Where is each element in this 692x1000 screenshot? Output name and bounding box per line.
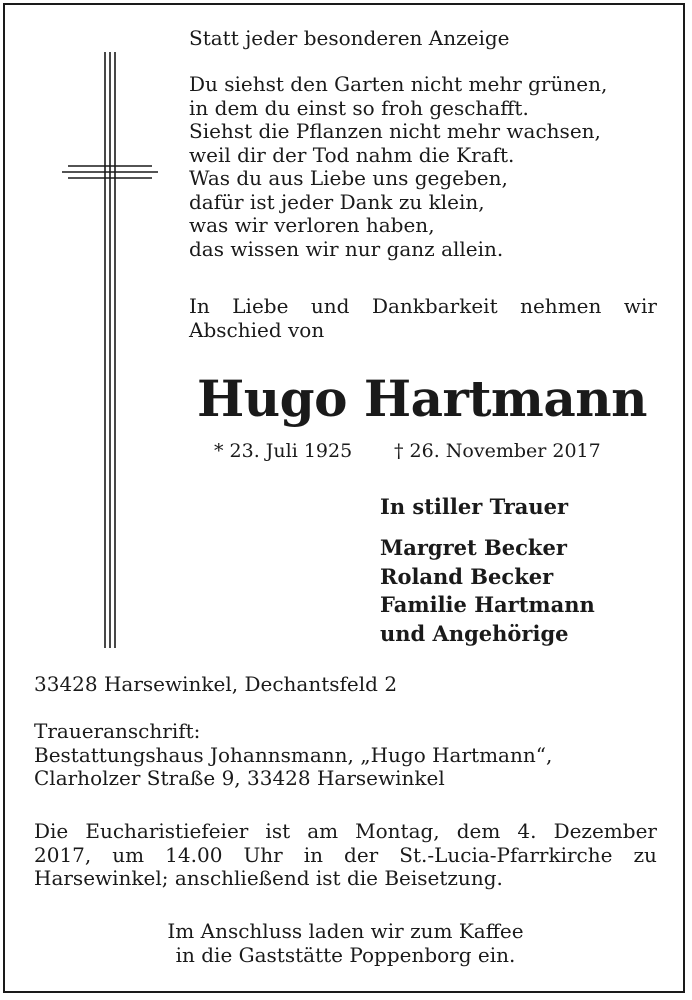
- service-line-1: Die Eucharistiefeier ist am Montag, dem 4. Dezember: [34, 819, 657, 843]
- mourner-name: Margret Becker: [380, 535, 567, 560]
- poem: [189, 73, 607, 261]
- closing-text: [34, 920, 657, 967]
- poem-line: Was du aus Liebe uns gegeben,: [189, 166, 508, 190]
- mourners-heading: In stiller Trauer: [380, 494, 569, 519]
- service-line-2: 2017, um 14.00 Uhr in der St.-Lucia-Pfarrkirche zu: [34, 842, 657, 867]
- mourner-name: Roland Becker: [380, 563, 554, 589]
- residence-address: 33428 Harsewinkel, Dechantsfeld 2: [34, 672, 398, 696]
- farewell-line-1: In Liebe und Dankbarkeit nehmen wir: [189, 294, 657, 318]
- poem-line: in dem du einst so froh geschafft.: [189, 95, 529, 120]
- poem-line: dafür ist jeder Dank zu klein,: [189, 189, 485, 214]
- mourning-address-line: Clarholzer Straße 9, 33428 Harsewinkel: [34, 766, 445, 790]
- service-info: [34, 820, 657, 891]
- mourner-name: und Angehörige: [380, 620, 569, 646]
- mourning-address-label: Traueranschrift:: [34, 719, 201, 743]
- closing-line: Im Anschluss laden wir zum Kaffee: [167, 919, 524, 943]
- closing-line: in die Gaststätte Poppenborg ein.: [175, 942, 516, 967]
- cross-icon: [60, 52, 160, 648]
- poem-line: Du siehst den Garten nicht mehr grünen,: [189, 72, 608, 96]
- poem-line: das wissen wir nur ganz allein.: [189, 236, 504, 261]
- mourner-name: Familie Hartmann: [380, 592, 595, 617]
- service-line-3: Harsewinkel; anschließend ist die Beisetzung.: [34, 866, 503, 890]
- poem-line: weil dir der Tod nahm die Kraft.: [189, 142, 515, 167]
- farewell-text: [189, 295, 657, 342]
- birth-date: * 23. Juli 1925: [214, 440, 353, 462]
- poem-line: Siehst die Pflanzen nicht mehr wachsen,: [189, 119, 601, 143]
- mourning-address-line: Bestattungshaus Johannsmann, „Hugo Hartmann“,: [34, 742, 553, 767]
- mourning-address: [34, 720, 552, 791]
- death-date: † 26. November 2017: [394, 440, 601, 462]
- deceased-name: Hugo Hartmann: [197, 369, 647, 428]
- poem-line: was wir verloren haben,: [189, 213, 435, 237]
- mourners-list: [380, 534, 595, 648]
- farewell-line-2: Abschied von: [189, 317, 325, 342]
- header-line: Statt jeder besonderen Anzeige: [189, 26, 510, 50]
